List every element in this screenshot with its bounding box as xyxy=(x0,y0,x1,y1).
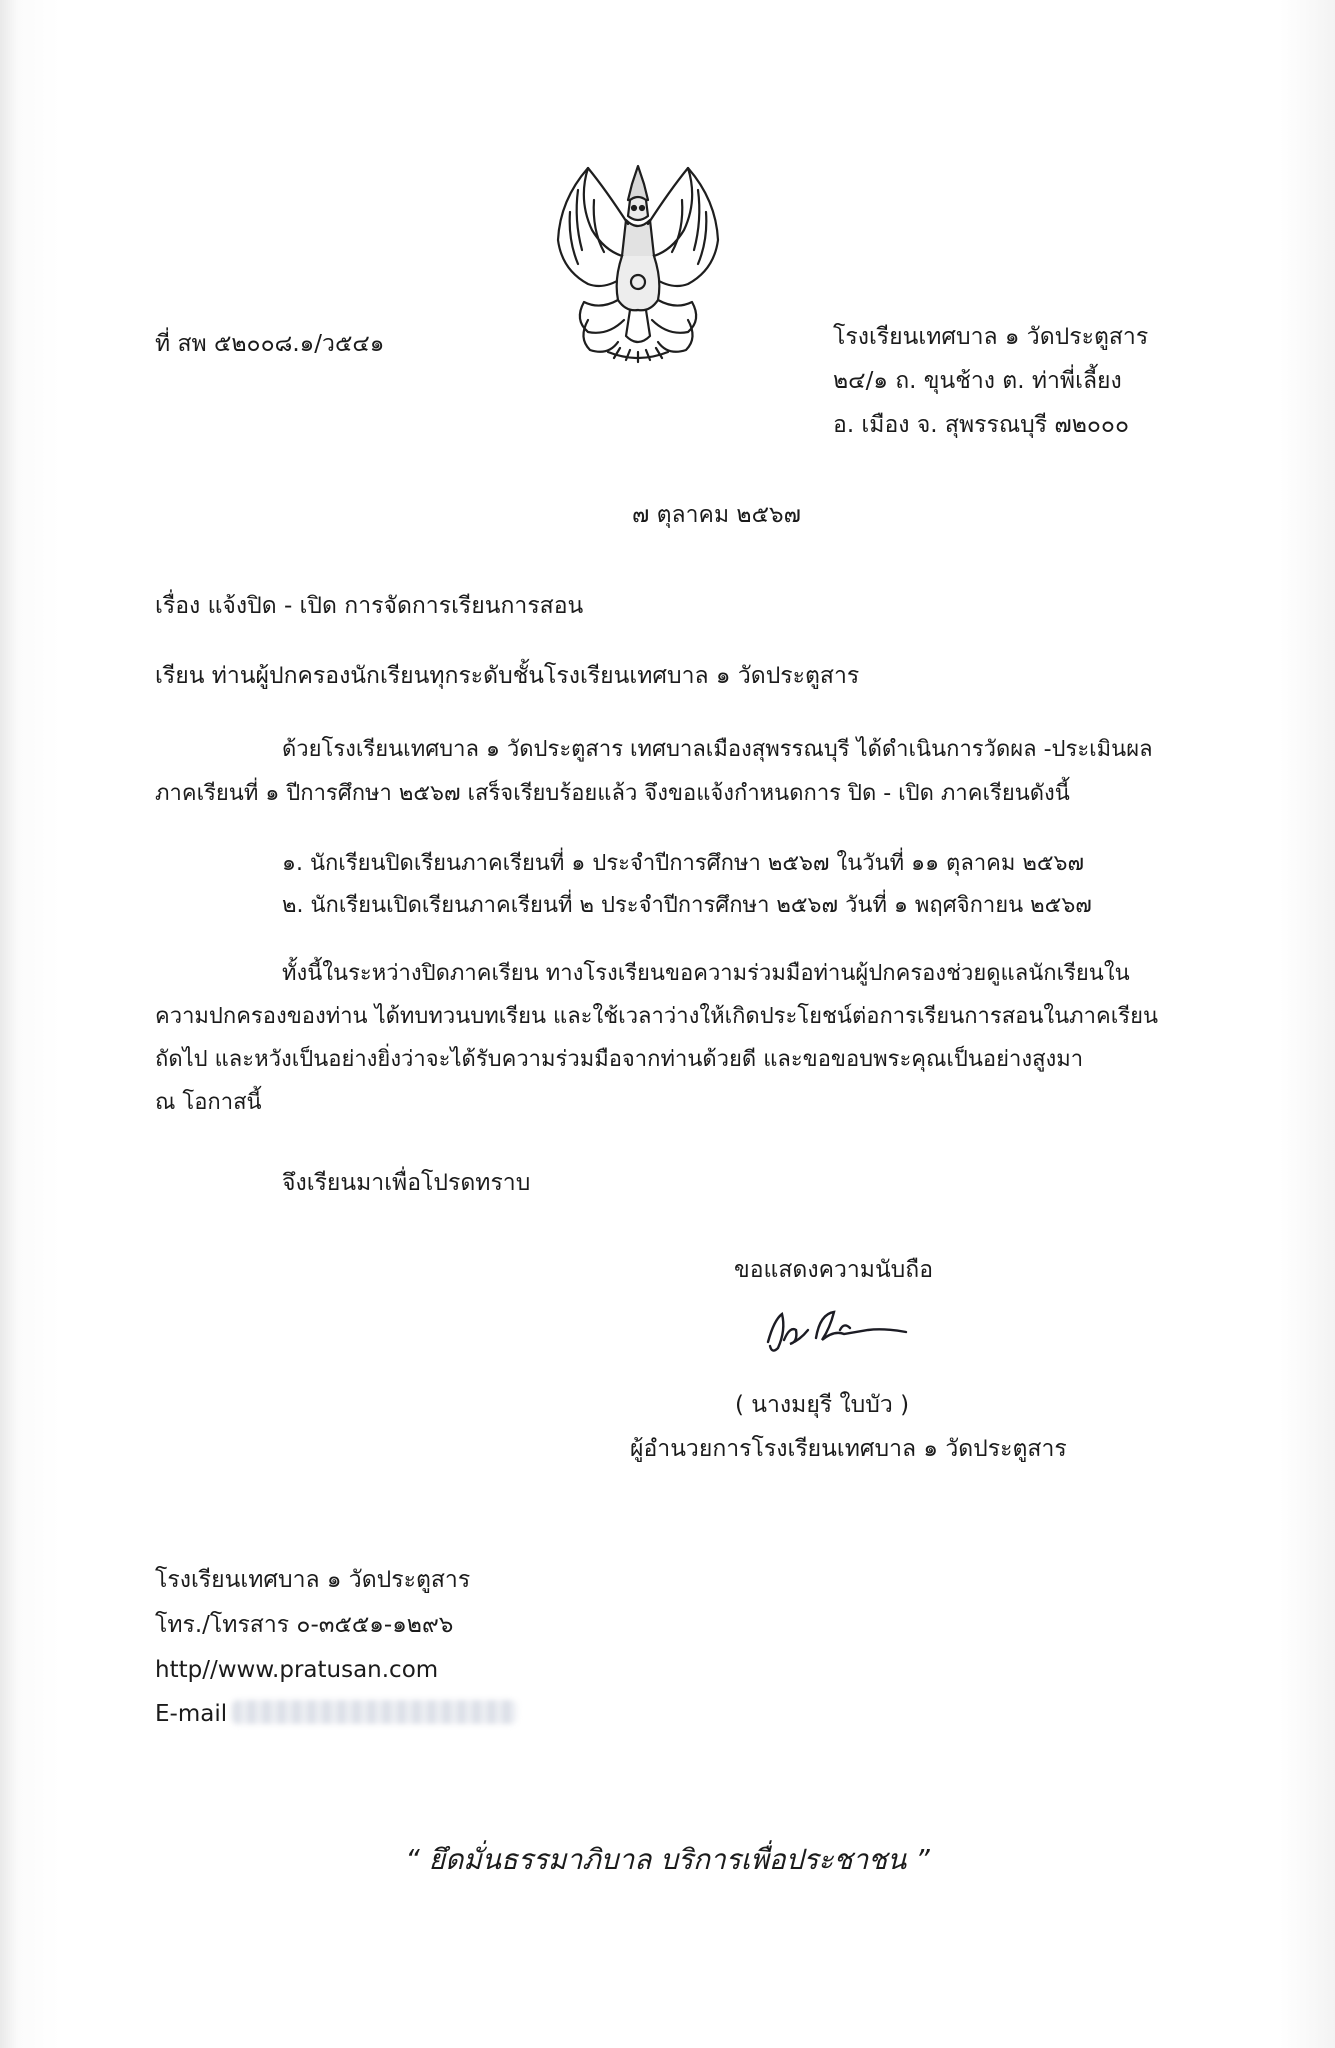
paragraph-line: ถัดไป และหวังเป็นอย่างยิ่งว่าจะได้รับความร่วมมือจากท่านด้วยดี และขอขอบพระคุณเป็นอย่างสูงมา xyxy=(155,1047,1084,1072)
school-name: โรงเรียนเทศบาล ๑ วัดประตูสาร xyxy=(833,324,1149,350)
redacted-email xyxy=(232,1700,517,1724)
school-address-line: ๒๔/๑ ถ. ขุนช้าง ต. ท่าพี่เลี้ยง xyxy=(833,368,1122,394)
paragraph-line: ความปกครองของท่าน ได้ทบทวนบทเรียน และใช้เวลาว่างให้เกิดประโยชน์ต่อการเรียนการสอนในภาคเรียน xyxy=(155,1004,1159,1029)
signatory-name: ( นางมยุรี ใบบัว ) xyxy=(735,1392,910,1418)
footer-phone: โทร./โทรสาร ๐-๓๕๕๑-๑๒๙๖ xyxy=(155,1612,454,1638)
paragraph-line: ณ โอกาสนี้ xyxy=(155,1090,262,1115)
school-motto: “ ยึดมั่นธรรมาภิบาล บริการเพื่อประชาชน ” xyxy=(405,1843,930,1876)
footer-school: โรงเรียนเทศบาล ๑ วัดประตูสาร xyxy=(155,1567,471,1593)
footer-website: http//www.pratusan.com xyxy=(155,1657,439,1683)
signatory-position: ผู้อำนวยการโรงเรียนเทศบาล ๑ วัดประตูสาร xyxy=(630,1436,1067,1462)
paragraph-line: ทั้งนี้ในระหว่างปิดภาคเรียน ทางโรงเรียนขอความร่วมมือท่านผู้ปกครองช่วยดูแลนักเรียนใน xyxy=(282,961,1130,986)
school-address-line: อ. เมือง จ. สุพรรณบุรี ๗๒๐๐๐ xyxy=(833,412,1129,438)
intro-line: ด้วยโรงเรียนเทศบาล ๑ วัดประตูสาร เทศบาลเมืองสุพรรณบุรี ได้ดำเนินการวัดผล -ประเมินผล xyxy=(282,737,1153,762)
footer-email-label: E-mail xyxy=(155,1701,228,1727)
garuda-emblem-icon xyxy=(548,160,728,366)
schedule-item: ๒. นักเรียนเปิดเรียนภาคเรียนที่ ๒ ประจำปีการศึกษา ๒๕๖๗ วันที่ ๑ พฤศจิกายน ๒๕๖๗ xyxy=(282,893,1092,918)
intro-line: ภาคเรียนที่ ๑ ปีการศึกษา ๒๕๖๗ เสร็จเรียบร้อยแล้ว จึงขอแจ้งกำหนดการ ปิด - เปิด ภาคเรียนดังนี้ xyxy=(155,781,1070,806)
regards-text: ขอแสดงความนับถือ xyxy=(734,1257,934,1283)
closing-line: จึงเรียนมาเพื่อโปรดทราบ xyxy=(282,1170,531,1196)
letter-date: ๗ ตุลาคม ๒๕๖๗ xyxy=(632,502,801,528)
letter-salutation: เรียน ท่านผู้ปกครองนักเรียนทุกระดับชั้นโรงเรียนเทศบาล ๑ วัดประตูสาร xyxy=(155,663,860,689)
letter-subject: เรื่อง แจ้งปิด - เปิด การจัดการเรียนการสอน xyxy=(155,593,584,619)
document-number: ที่ สพ ๕๒๐๐๘.๑/ว๕๔๑ xyxy=(155,331,385,357)
schedule-item: ๑. นักเรียนปิดเรียนภาคเรียนที่ ๑ ประจำปีการศึกษา ๒๕๖๗ ในวันที่ ๑๑ ตุลาคม ๒๕๖๗ xyxy=(282,851,1085,876)
handwritten-signature xyxy=(760,1300,920,1360)
